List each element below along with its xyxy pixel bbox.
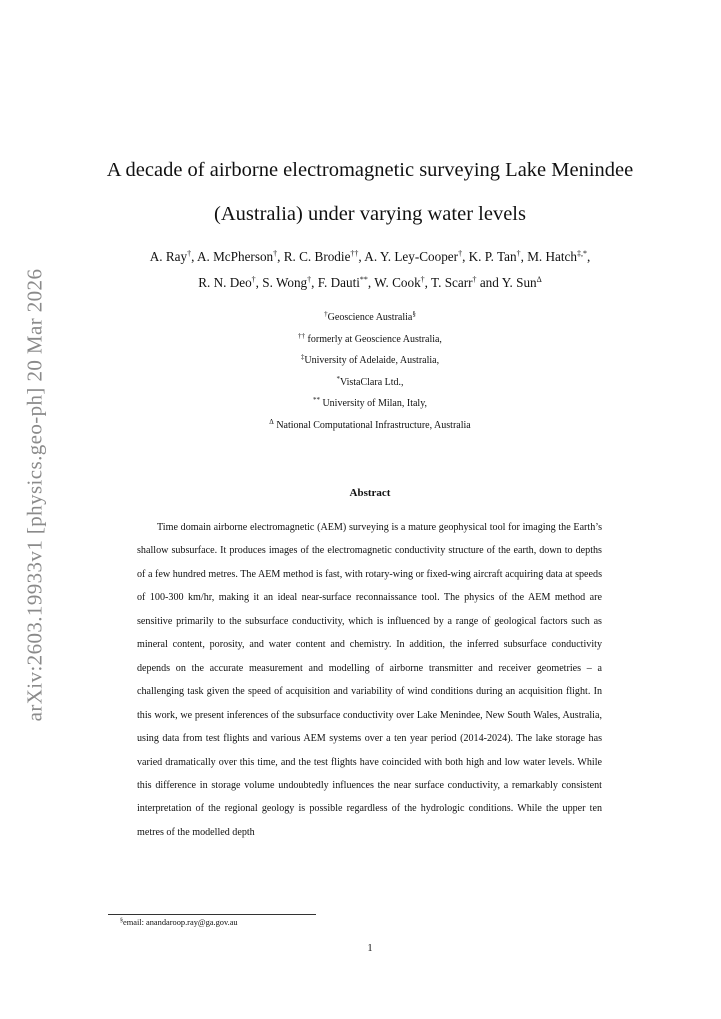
author: A. Y. Ley-Cooper† — [364, 249, 463, 264]
footnote-divider — [108, 914, 316, 915]
author: R. N. Deo† — [198, 275, 256, 290]
title-line-1: A decade of airborne electromagnetic surveying Lake Menindee — [106, 159, 634, 181]
affiliation: ‡University of Adelaide, Australia, — [300, 353, 440, 367]
affiliation: ** University of Milan, Italy, — [312, 396, 428, 410]
author: M. Hatch‡,* — [527, 249, 587, 264]
author: F. Dauti** — [317, 275, 368, 290]
author-list: A. Ray†, A. McPherson†, R. C. Brodie††, A. Y. Ley-Cooper†, K. P. Tan†, M. Hatch‡,*, R. N. Deo†, S. Wong†, F. Dauti**, W. Cook†, T. Scarr† and Y. Sun$^\Delta$ — [149, 249, 591, 290]
page-number: 1 — [367, 943, 373, 954]
author: T. Scarr† — [431, 275, 477, 290]
title-line-2: (Australia) under varying water levels — [214, 203, 526, 225]
affiliation: $^\Delta$ National Computational Infrastructure, Australia — [269, 417, 471, 431]
affiliation: *VistaClara Ltd., — [336, 374, 404, 388]
author: K. P. Tan† — [468, 249, 521, 264]
arxiv-identifier: arXiv:2603.19933v1 [physics.geo-ph] 20 Mar 2026 — [22, 268, 47, 722]
footnote-email: email: anandaroop.ray@ga.gov.au — [123, 918, 238, 927]
author: S. Wong† — [262, 275, 312, 290]
author: Y. Sun$^\Delta$ — [501, 275, 542, 290]
author: R. C. Brodie†† — [283, 249, 359, 264]
affiliation: †Geoscience Australia§ — [324, 310, 416, 323]
paper-title — [60, 148, 680, 236]
affiliation-list — [60, 307, 680, 437]
footnote: §email: anandaroop.ray@ga.gov.au — [120, 918, 238, 927]
arxiv-sidebar — [17, 250, 53, 740]
author: W. Cook† — [374, 275, 425, 290]
author: A. McPherson† — [196, 249, 278, 264]
author-conjunction: and — [479, 275, 499, 290]
author: A. Ray† — [149, 249, 192, 264]
abstract-heading: Abstract — [349, 487, 391, 499]
abstract-body: Time domain airborne electromagnetic (AEM) surveying is a mature geophysical tool for imaging the Earth’s shallow subsurface. It produces images of the electromagnetic conductivity structure of the earth, down to depths of a few hundred metres. The AEM method is fast, with rotary-wing or fixed-wing aircraft acquiring data at speeds of 100-300 km/hr, making it an ideal near-surface reconnaissance tool. The physics of the AEM method are sensitive primarily to the subsurface conductivity, which is influenced by a range of geological factors such as mineral content, porosity, and water content and chemistry. In addition, the inferred subsurface conductivity depends on the accurate measurement and modelling of airborne transmitter and receiver geometries – a challenging task given the speed of acquisition and variability of wind conditions during an acquisition flight. In this work, we present inferences of the subsurface conductivity over Lake Menindee, New South Wales, Australia, using data from test flights and various AEM systems over a ten year period (2014-2024). The lake storage has varied dramatically over this time, and the test flights have coincided with both high and low water levels. While this difference in storage volume undoubtedly influences the near surface conductivity, a remarkably consistent interpretation of the regional geology is possible regardless of the hydrologic conditions. While the upper ten metres of the modelled depth — [137, 522, 602, 838]
affiliation: †† formerly at Geoscience Australia, — [298, 331, 442, 345]
